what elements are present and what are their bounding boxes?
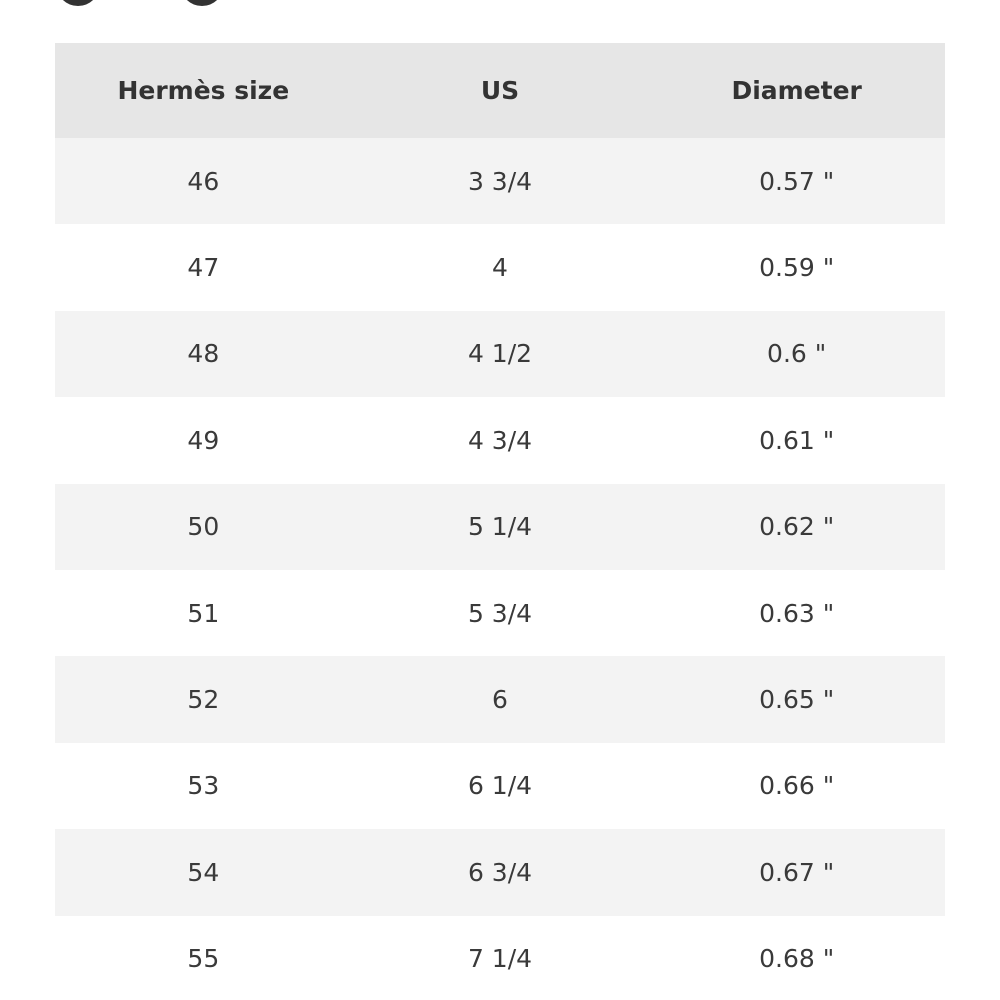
cell-diameter: 0.59 " — [648, 224, 945, 310]
size-conversion-table — [55, 43, 945, 1000]
table-header — [55, 43, 945, 138]
cell-hermes-size: 46 — [55, 138, 352, 224]
table-row — [55, 311, 945, 397]
cell-diameter: 0.6 " — [648, 311, 945, 397]
cell-us-size: 6 1/4 — [352, 743, 649, 829]
cropped-heading-glyph — [180, 0, 224, 6]
header-hermes-size: Hermès size — [55, 43, 352, 138]
cell-diameter: 0.61 " — [648, 397, 945, 483]
table-row — [55, 829, 945, 915]
cell-us-size: 6 — [352, 656, 649, 742]
header-us: US — [352, 43, 649, 138]
table-row — [55, 138, 945, 224]
cell-us-size: 5 1/4 — [352, 484, 649, 570]
table-row — [55, 484, 945, 570]
table-row — [55, 397, 945, 483]
cell-hermes-size: 50 — [55, 484, 352, 570]
table-row — [55, 656, 945, 742]
cropped-heading-glyph — [56, 0, 100, 6]
cell-hermes-size: 47 — [55, 224, 352, 310]
cell-us-size: 5 3/4 — [352, 570, 649, 656]
cell-hermes-size: 55 — [55, 916, 352, 1000]
cell-us-size: 3 3/4 — [352, 138, 649, 224]
cell-hermes-size: 53 — [55, 743, 352, 829]
cell-diameter: 0.67 " — [648, 829, 945, 915]
cell-diameter: 0.63 " — [648, 570, 945, 656]
cell-hermes-size: 51 — [55, 570, 352, 656]
cell-us-size: 4 — [352, 224, 649, 310]
table-row — [55, 224, 945, 310]
cell-diameter: 0.62 " — [648, 484, 945, 570]
cell-diameter: 0.66 " — [648, 743, 945, 829]
table-body — [55, 138, 945, 1000]
cell-us-size: 6 3/4 — [352, 829, 649, 915]
cell-us-size: 7 1/4 — [352, 916, 649, 1000]
cell-diameter: 0.68 " — [648, 916, 945, 1000]
cell-diameter: 0.57 " — [648, 138, 945, 224]
cell-diameter: 0.65 " — [648, 656, 945, 742]
cell-hermes-size: 54 — [55, 829, 352, 915]
cell-us-size: 4 1/2 — [352, 311, 649, 397]
cell-us-size: 4 3/4 — [352, 397, 649, 483]
cell-hermes-size: 49 — [55, 397, 352, 483]
cropped-heading-decoration — [56, 0, 256, 6]
table-row — [55, 570, 945, 656]
cell-hermes-size: 48 — [55, 311, 352, 397]
header-diameter: Diameter — [648, 43, 945, 138]
table-row — [55, 916, 945, 1000]
header-row — [55, 43, 945, 138]
cell-hermes-size: 52 — [55, 656, 352, 742]
table-row — [55, 743, 945, 829]
